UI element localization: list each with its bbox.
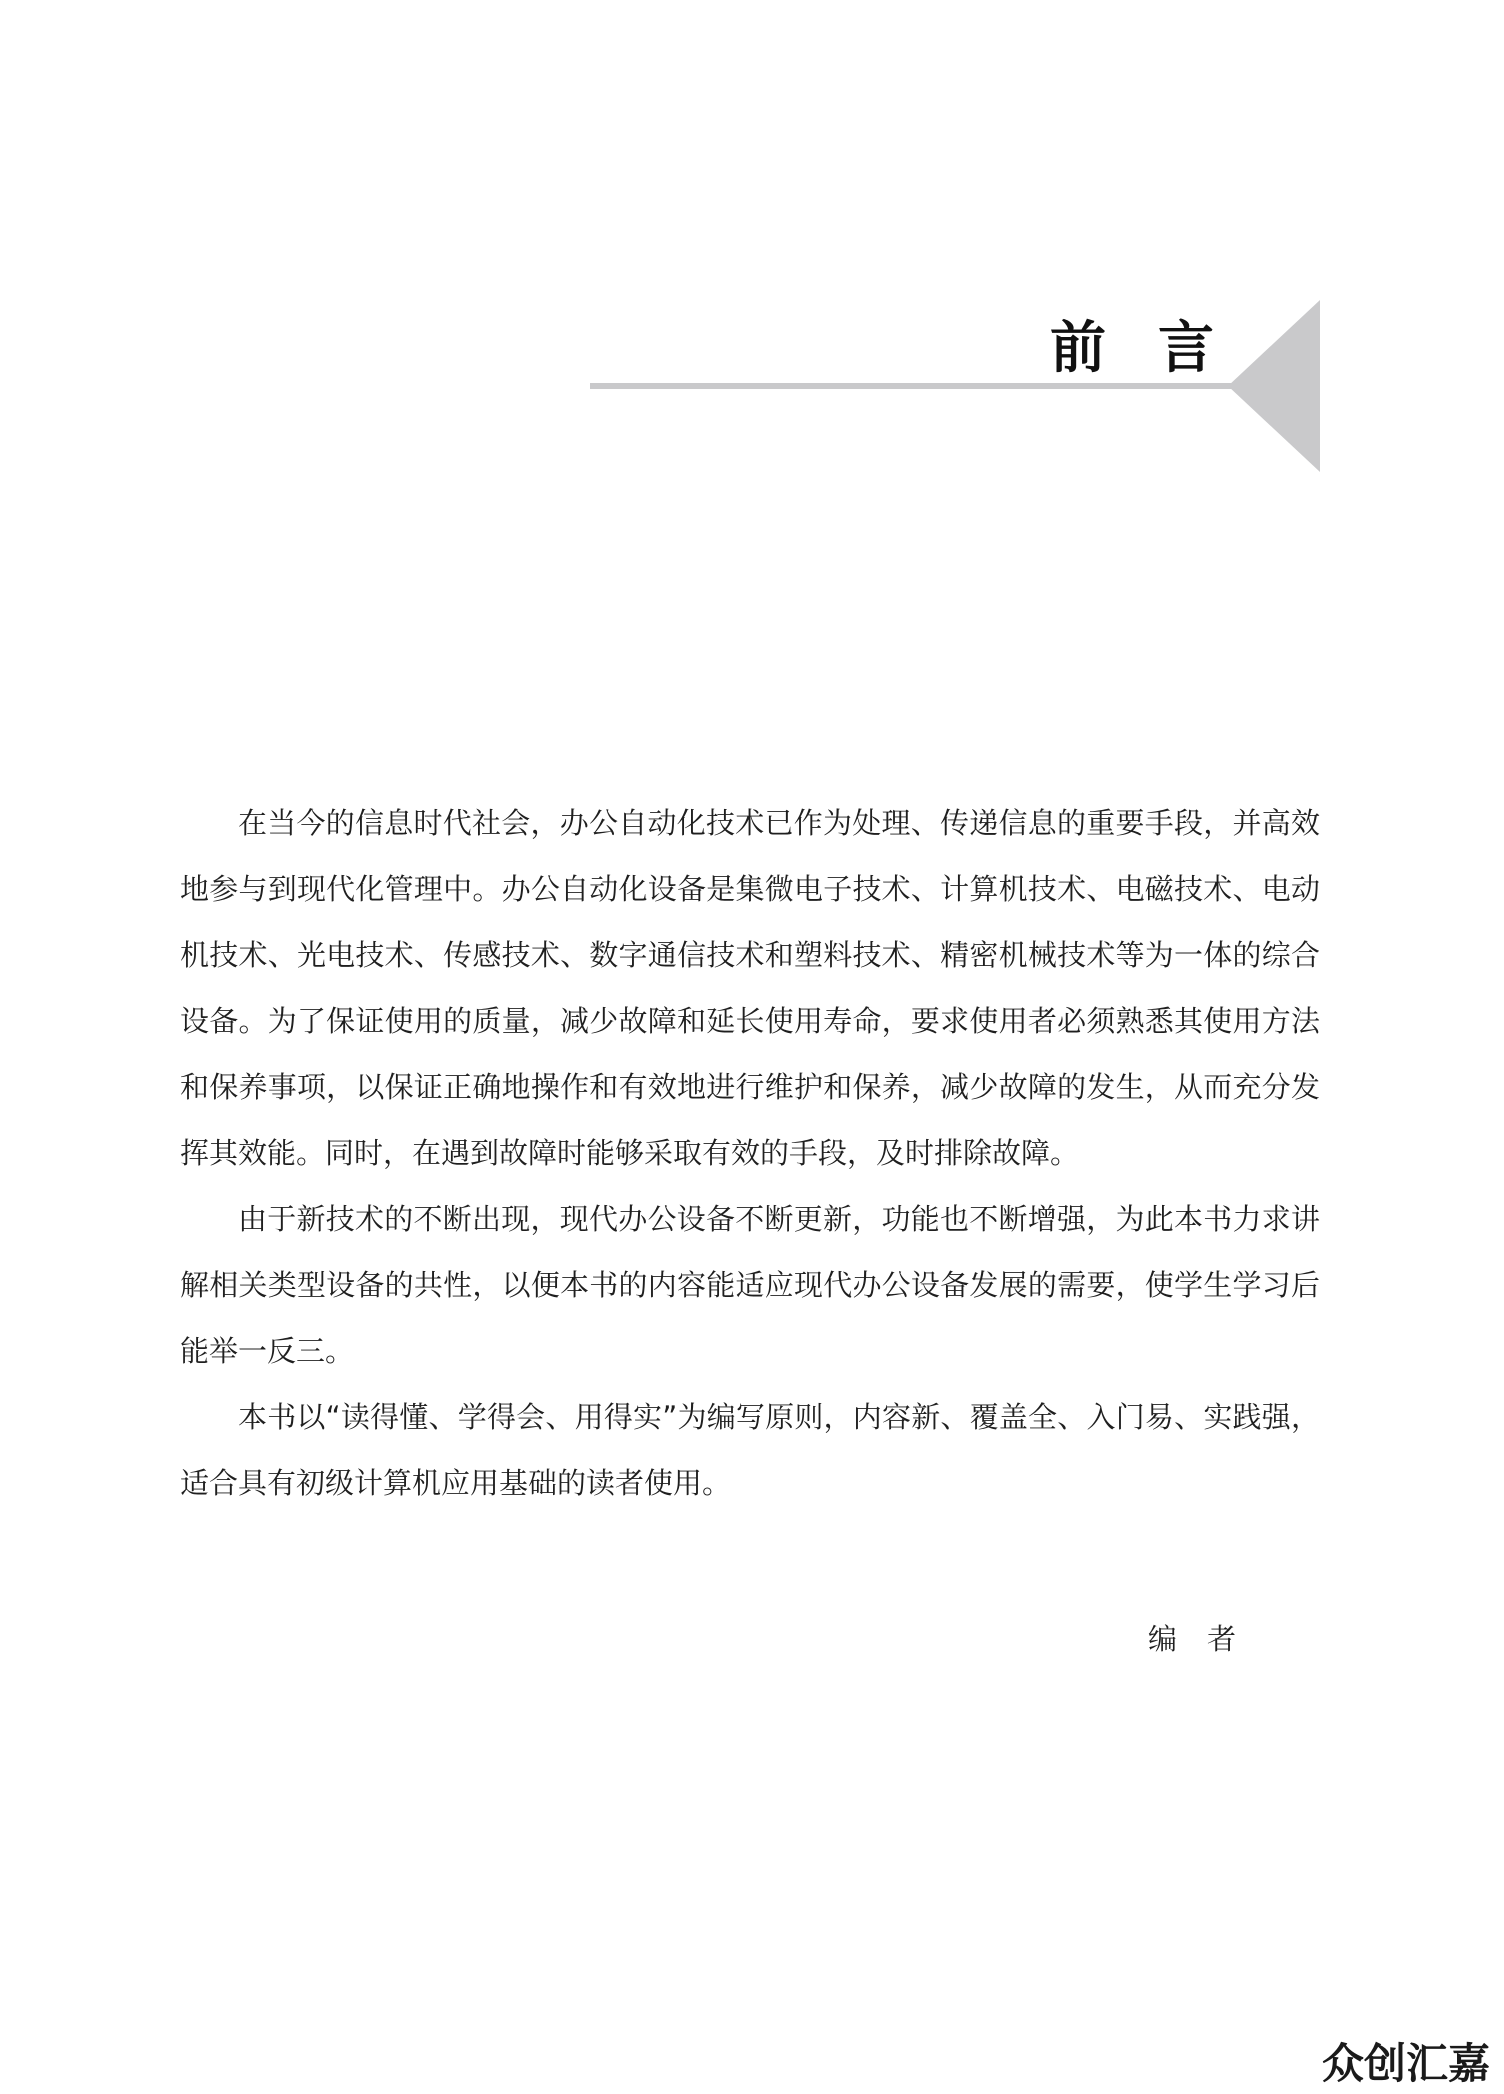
paragraph-2: 由于新技术的不断出现，现代办公设备不断更新，功能也不断增强，为此本书力求讲解相关类型设备的共性，以便本书的内容能适应现代办公设备发展的需要，使学生学习后能举一反三。 (180, 1202, 1320, 1368)
title-underline-rule (590, 383, 1250, 389)
page-title: 前言 (1050, 315, 1266, 381)
watermark-logo: 众创汇嘉 (1322, 2039, 1491, 2088)
paragraph-3: 本书以“读得懂、学得会、用得实”为编写原则，内容新、覆盖全、入门易、实践强，适合具有初级计算机应用基础的读者使用。 (180, 1400, 1320, 1500)
title-triangle-ornament (1228, 300, 1320, 472)
author-signature: 编者 (1148, 1622, 1267, 1656)
preface-body (180, 790, 1320, 1516)
paragraph-1: 在当今的信息时代社会，办公自动化技术已作为处理、传递信息的重要手段，并高效地参与到现代化管理中。办公自动化设备是集微电子技术、计算机技术、电磁技术、电动机技术、光电技术、传感技术、数字通信技术和塑料技术、精密机械技术等为一体的综合设备。为了保证使用的质量，减少故障和延长使用寿命，要求使用者必须熟悉其使用方法和保养事项，以保证正确地操作和有效地进行维护和保养，减少故障的发生，从而充分发挥其效能。同时，在遇到故障时能够采取有效的手段，及时排除故障。 (180, 806, 1320, 1170)
